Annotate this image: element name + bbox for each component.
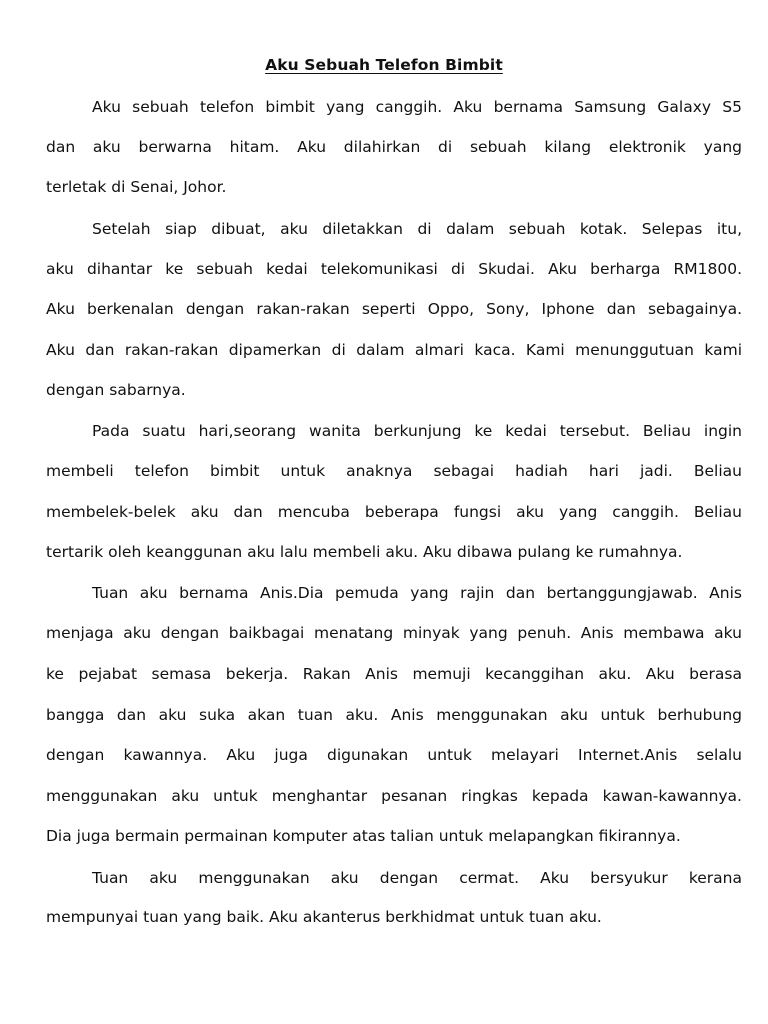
paragraph-2-line-2: aku dihantar ke sebuah kedai telekomunikasi di Skudai. Aku berharga RM1800. <box>46 260 742 278</box>
paragraph-5-line-2: mempunyai tuan yang baik. Aku akanterus berkhidmat untuk tuan aku. <box>46 908 602 926</box>
paragraph-4-line-3: ke pejabat semasa bekerja. Rakan Anis memuji kecanggihan aku. Aku berasa <box>46 665 742 683</box>
paragraph-2-line-3: Aku berkenalan dengan rakan-rakan seperti Oppo, Sony, Iphone dan sebagainya. <box>46 300 742 318</box>
paragraph-4-line-4: bangga dan aku suka akan tuan aku. Anis menggunakan aku untuk berhubung <box>46 706 742 724</box>
paragraph-2-line-5: dengan sabarnya. <box>46 381 186 399</box>
paragraph-2-line-4: Aku dan rakan-rakan dipamerkan di dalam almari kaca. Kami menunggutuan kami <box>46 341 742 359</box>
paragraph-3-line-2: membeli telefon bimbit untuk anaknya sebagai hadiah hari jadi. Beliau <box>46 462 742 480</box>
paragraph-3-line-3: membelek-belek aku dan mencuba beberapa fungsi aku yang canggih. Beliau <box>46 503 742 521</box>
paragraph-4-line-6: menggunakan aku untuk menghantar pesanan ringkas kepada kawan-kawannya. <box>46 787 742 805</box>
paragraph-2-line-1: Setelah siap dibuat, aku diletakkan di dalam sebuah kotak. Selepas itu, <box>92 220 742 238</box>
paragraph-1-line-1: Aku sebuah telefon bimbit yang canggih. Aku bernama Samsung Galaxy S5 <box>92 98 742 116</box>
paragraph-4-line-1: Tuan aku bernama Anis.Dia pemuda yang rajin dan bertanggungjawab. Anis <box>92 584 742 602</box>
paragraph-4-line-7: Dia juga bermain permainan komputer atas talian untuk melapangkan fikirannya. <box>46 827 681 845</box>
paragraph-4-line-5: dengan kawannya. Aku juga digunakan untuk melayari Internet.Anis selalu <box>46 746 742 764</box>
paragraph-3-line-4: tertarik oleh keanggunan aku lalu membeli aku. Aku dibawa pulang ke rumahnya. <box>46 543 683 561</box>
paragraph-3-line-1: Pada suatu hari,seorang wanita berkunjung ke kedai tersebut. Beliau ingin <box>92 422 742 440</box>
paragraph-1-line-2: dan aku berwarna hitam. Aku dilahirkan di sebuah kilang elektronik yang <box>46 138 742 156</box>
paragraph-5-line-1: Tuan aku menggunakan aku dengan cermat. Aku bersyukur kerana <box>92 869 742 887</box>
paragraph-1-line-3: terletak di Senai, Johor. <box>46 178 227 196</box>
document-title: Aku Sebuah Telefon Bimbit <box>265 56 503 74</box>
paragraph-4-line-2: menjaga aku dengan baikbagai menatang minyak yang penuh. Anis membawa aku <box>46 624 742 642</box>
